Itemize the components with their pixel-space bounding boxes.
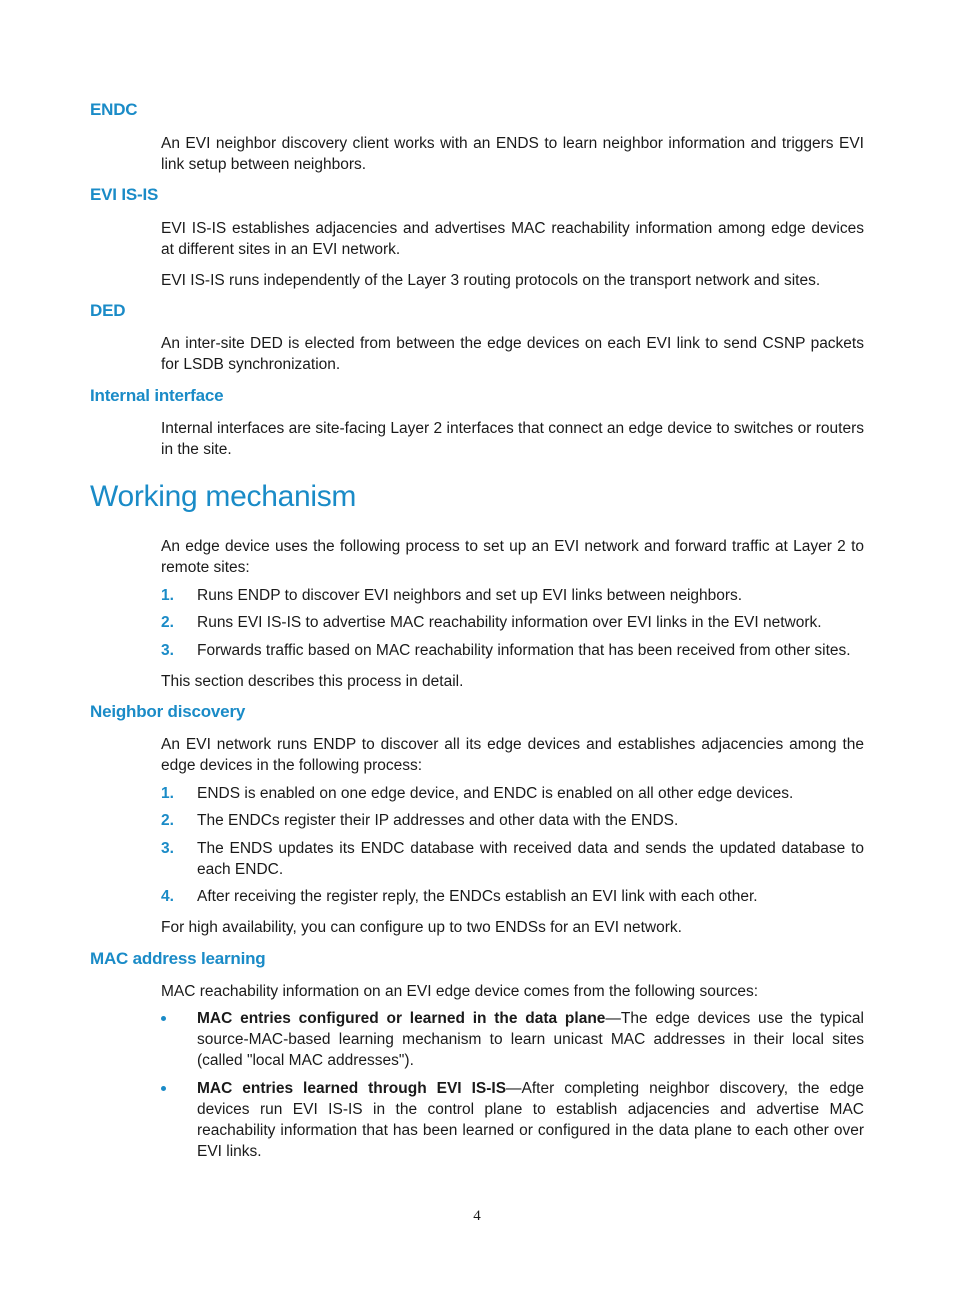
paragraph-working-outro: This section describes this process in detail.: [161, 673, 464, 690]
paragraph-endc: An EVI neighbor discovery client works with an ENDS to learn neighbor information and triggers EVI link setup between neighbors.: [161, 135, 864, 173]
heading-mac-address-learning: MAC address learning: [90, 949, 266, 968]
paragraph-working-intro: An edge device uses the following process to set up an EVI network and forward traffic at Layer 2 to remote sites:: [161, 538, 864, 576]
bullet-text: [197, 1078, 864, 1162]
paragraph-evi-isis-2: EVI IS-IS runs independently of the Layer 3 routing protocols on the transport network and sites.: [161, 272, 821, 289]
list-text: After receiving the register reply, the ENDCs establish an EVI link with each other.: [197, 888, 758, 905]
paragraph-mac-intro: MAC reachability information on an EVI edge device comes from the following sources:: [161, 983, 759, 1000]
paragraph-neighbor-intro: An EVI network runs ENDP to discover all its edge devices and establishes adjacencies among the edge devices in the following process:: [161, 736, 864, 774]
bullet-text: [197, 1008, 864, 1071]
list-text: Runs EVI IS-IS to advertise MAC reachability information over EVI links in the EVI network.: [197, 614, 822, 631]
bullet-description: —After completing neighbor discovery, the edge devices run EVI IS-IS in the control plane to establish adjacencies and advertise MAC reachability information that has been learned or configured in the data plane to each other over EVI links.: [197, 1080, 864, 1160]
paragraph-internal-interface: Internal interfaces are site-facing Layer 2 interfaces that connect an edge device to switches or routers in the site.: [161, 420, 864, 458]
list-text: ENDS is enabled on one edge device, and ENDC is enabled on all other edge devices.: [197, 785, 794, 802]
bullet-icon: [161, 1086, 166, 1091]
heading-endc: ENDC: [90, 100, 138, 119]
bullet-bold-term: MAC entries learned through EVI IS-IS: [197, 1080, 507, 1097]
list-number: 1.: [161, 785, 174, 802]
list-text: The ENDS updates its ENDC database with received data and sends the updated database to each ENDC.: [197, 840, 864, 878]
list-text: Runs ENDP to discover EVI neighbors and set up EVI links between neighbors.: [197, 587, 743, 604]
heading-neighbor-discovery: Neighbor discovery: [90, 702, 246, 721]
bullet-bold-term: MAC entries configured or learned in the data plane: [197, 1010, 606, 1027]
list-number: 3.: [161, 840, 174, 857]
bullet-description: —The edge devices use the typical source-MAC-based learning mechanism to learn unicast MAC addresses in their local sites (called "local MAC addresses").: [197, 1010, 864, 1069]
paragraph-ded: An inter-site DED is elected from between the edge devices on each EVI link to send CSNP packets for LSDB synchronization.: [161, 335, 864, 373]
list-number: 3.: [161, 642, 174, 659]
heading-ded: DED: [90, 301, 126, 320]
paragraph-neighbor-outro: For high availability, you can configure up to two ENDSs for an EVI network.: [161, 919, 682, 936]
bullet-icon: [161, 1016, 166, 1021]
list-number: 2.: [161, 812, 174, 829]
list-number: 1.: [161, 587, 174, 604]
heading-working-mechanism: Working mechanism: [90, 480, 357, 513]
list-number: 4.: [161, 888, 174, 905]
heading-internal-interface: Internal interface: [90, 386, 224, 405]
list-text: Forwards traffic based on MAC reachability information that has been received from other sites.: [197, 642, 851, 659]
list-number: 2.: [161, 614, 174, 631]
paragraph-evi-isis-1: EVI IS-IS establishes adjacencies and advertises MAC reachability information among edge devices at different sites in an EVI network.: [161, 220, 864, 258]
list-text: The ENDCs register their IP addresses and other data with the ENDS.: [197, 812, 679, 829]
heading-evi-isis: EVI IS-IS: [90, 185, 159, 204]
page-number: 4: [473, 1208, 481, 1224]
